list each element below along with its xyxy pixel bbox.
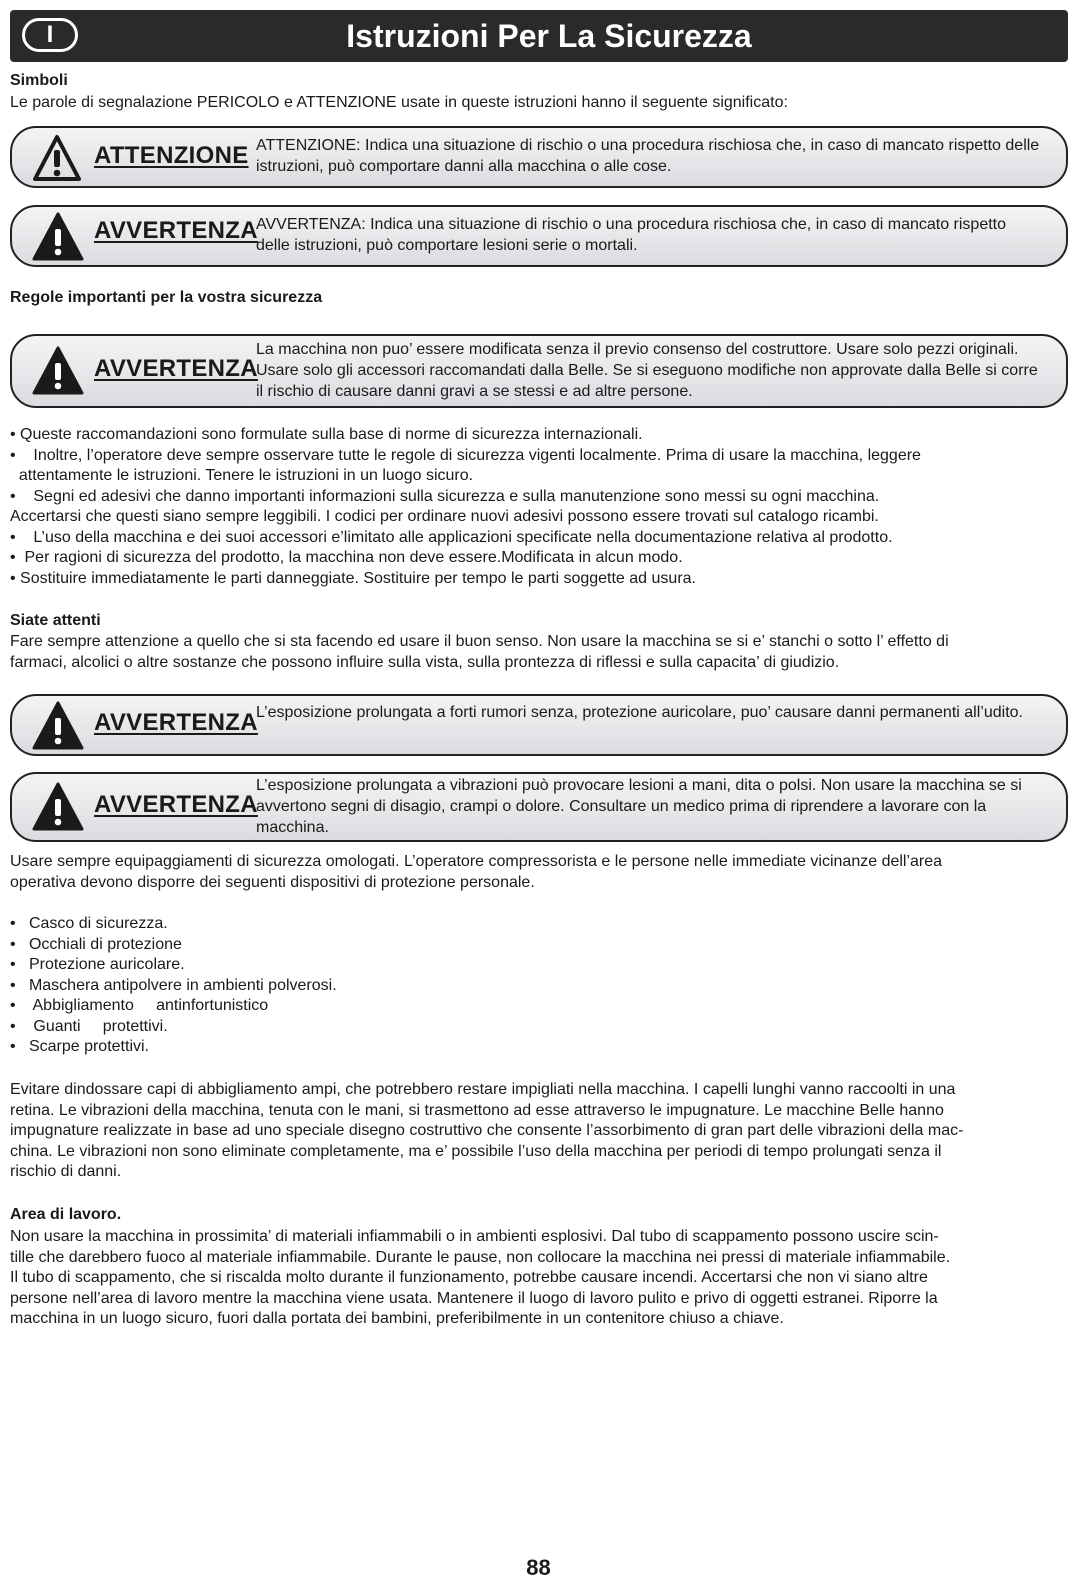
avvertenza-noise-text: L’esposizione prolungata a forti rumori senza, protezione auricolare, puo’ causare danni permanenti all’udito. <box>256 704 1023 721</box>
paragraph-line: retina. Le vibrazioni della macchina, tenuta con le mani, si trasmettono ad esse attraverso le impugnature. Le macchine Belle hanno <box>10 1101 944 1119</box>
attenzione-text: ATTENZIONE: Indica una situazione di rischio o una procedura rischiosa che, in caso di mancato rispetto delle istruzioni, può comportare danni alla macchina o alle cose. <box>256 137 1040 175</box>
avvertenza-definition-text: AVVERTENZA: Indica una situazione di rischio o una procedura rischiosa che, in caso di mancato rispetto delle istruzioni, può comportare lesioni serie o mortali. <box>256 216 1007 254</box>
paragraph-line: persone nell’area di lavoro mentre la macchina viene usata. Mantenere il luogo di lavoro pulito e privo di oggetti estranei. Riporre la <box>10 1289 938 1307</box>
warning-filled-icon <box>32 212 84 262</box>
list-item: Accertarsi che questi siano sempre leggibili. I codici per ordinare nuovi adesivi possono essere trovati sul catalogo ricambi. <box>10 508 879 525</box>
avvertenza-label: AVVERTENZA <box>94 791 258 818</box>
paragraph-line: Il tubo di scappamento, che si riscalda molto durante il funzionamento, potrebbe causare incendi. Accertarsi che non vi siano altre <box>10 1269 928 1286</box>
attention-heading: Siate attenti <box>10 612 101 629</box>
avvertenza-label: AVVERTENZA <box>94 709 258 736</box>
avvertenza-modification-text: La macchina non puo’ essere modificata senza il previo consenso del costruttore. Usare solo pezzi originali. Usare solo gli accessori raccomandati dalla Belle. Se si eseguono modifiche non approvate dalla Belle si corre il rischio di causare danni gravi a se stessi e ad altre persone. <box>256 341 1038 400</box>
paragraph-line: macchina in un luogo sicuro, fuori dalla portata dei bambini, preferibilmente in un contenitore chiuso a chiave. <box>10 1310 784 1327</box>
list-item: • Per ragioni di sicurezza del prodotto, la macchina non deve essere.Modificata in alcun modo. <box>10 549 683 566</box>
paragraph-line: Non usare la macchina in prossimita’ di materiali infiammabili o in ambienti esplosivi. Dal tubo di scappamento possono uscire scin- <box>10 1228 939 1245</box>
rules-heading: Regole importanti per la vostra sicurezza <box>10 289 323 306</box>
avvertenza-label: AVVERTENZA <box>94 355 258 382</box>
list-item: • Abbigliamento antinfortunistico <box>10 997 269 1014</box>
avvertenza-vibration-text: L’esposizione prolungata a vibrazioni può provocare lesioni a mani, dita o polsi. Non usare la macchina se si avvertono segni di disagio, crampi o dolore. Consultare un medico prima di riprendere a lavorare con la macchina. <box>256 777 1022 836</box>
list-item: attentamente le istruzioni. Tenere le istruzioni in un luogo sicuro. <box>10 467 474 484</box>
attention-text-line: farmaci, alcolici o altre sostanze che possono influire sulla vista, sulla prontezza di riflessi e sulla capacita’ di giudizio. <box>10 654 840 671</box>
ppe-intro-line: operativa devono disporre dei seguenti dispositivi di protezione personale. <box>10 874 535 891</box>
symbols-heading: Simboli <box>10 72 68 89</box>
attention-text-line: Fare sempre attenzione a quello che si sta facendo ed usare il buon senso. Non usare la macchina se si e’ stanchi o sotto l’ effetto di <box>10 633 949 650</box>
attenzione-box <box>10 126 1068 188</box>
page-title: Istruzioni Per La Sicurezza <box>346 18 752 54</box>
list-item: • Queste raccomandazioni sono formulate sulla base di norme di sicurezza internazionali. <box>10 426 643 443</box>
list-item: • Casco di sicurezza. <box>10 915 168 932</box>
paragraph-line: impugnature realizzate in base ad uno speciale disegno costruttivo che consente l’assorbimento di gran part delle vibrazioni della mac- <box>10 1122 964 1139</box>
list-item: • Scarpe protettivi. <box>10 1038 149 1055</box>
avvertenza-noise-box <box>10 694 1068 756</box>
avvertenza-label: AVVERTENZA <box>94 217 258 244</box>
paragraph-line: rischio di danni. <box>10 1163 122 1180</box>
caution-outline-icon <box>32 134 82 182</box>
symbols-intro: Le parole di segnalazione PERICOLO e ATTENZIONE usate in queste istruzioni hanno il seguente significato: <box>10 94 788 111</box>
paragraph-line: Evitare dindossare capi di abbigliamento ampi, che potrebbero restare impigliati nella macchina. I capelli lunghi vanno raccoolti in una <box>10 1081 956 1098</box>
attenzione-label: ATTENZIONE <box>94 142 249 169</box>
clothing-paragraph <box>10 1080 963 1183</box>
avvertenza-definition-box <box>10 205 1068 267</box>
ppe-intro-line: Usare sempre equipaggiamenti di sicurezza omologati. L’operatore compressorista e le persone nelle immediate vicinanze dell’area <box>10 853 943 870</box>
list-item: • Inoltre, l’operatore deve sempre osservare tutte le regole di sicurezza vigenti localmente. Prima di usare la macchina, leggere <box>10 446 921 464</box>
warning-filled-icon <box>32 701 84 751</box>
rules-list <box>10 425 921 589</box>
warning-filled-icon <box>32 346 84 396</box>
ppe-list <box>10 914 337 1058</box>
list-item: • L’uso della macchina e dei suoi accessori e’limitato alle applicazioni specificate nella documentazione relativa al prodotto. <box>10 528 893 546</box>
avvertenza-vibration-box <box>10 772 1068 842</box>
work-area-heading: Area di lavoro. <box>10 1206 122 1223</box>
warning-filled-icon <box>32 782 84 832</box>
page-header <box>10 10 1068 62</box>
list-item: • Guanti protettivi. <box>10 1017 168 1035</box>
paragraph-line: china. Le vibrazioni non sono eliminate completamente, ma e’ possibile l’uso della macchina per periodi di tempo prolungati senza il <box>10 1142 942 1160</box>
list-item: • Maschera antipolvere in ambienti polverosi. <box>10 976 337 994</box>
list-item: • Sostituire immediatamente le parti danneggiate. Sostituire per tempo le parti soggette ad usura. <box>10 569 696 587</box>
paragraph-line: tille che darebbero fuoco al materiale infiammabile. Durante le pause, non collocare la macchina nei pressi di materiale infiammabile. <box>10 1248 951 1266</box>
list-item: • Protezione auricolare. <box>10 956 185 973</box>
avvertenza-modification-box <box>10 334 1068 408</box>
language-badge: I <box>22 18 78 52</box>
work-area-paragraph <box>10 1227 950 1330</box>
page-number: 88 <box>526 1555 551 1580</box>
list-item: • Occhiali di protezione <box>10 935 182 953</box>
list-item: • Segni ed adesivi che danno importanti informazioni sulla sicurezza e sulla manutenzione sono messi su ogni macchina. <box>10 487 880 505</box>
